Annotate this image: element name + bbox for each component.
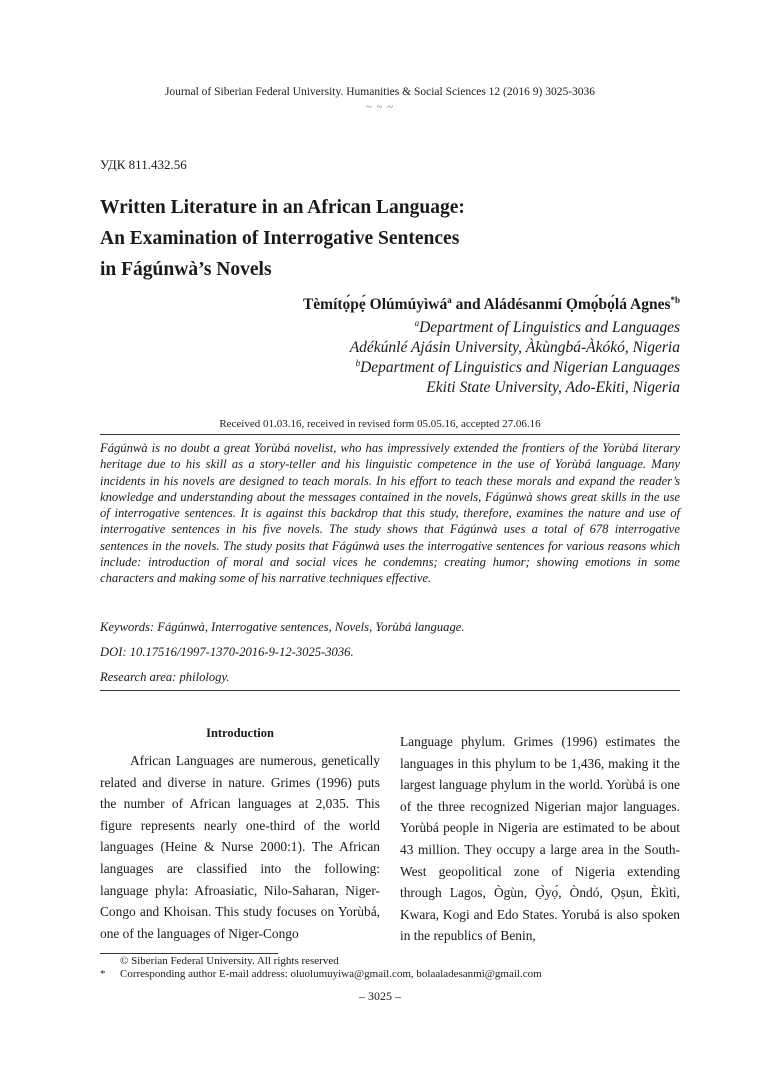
abstract-top-rule <box>100 434 680 435</box>
author-2-affil-mark: *b <box>670 295 680 305</box>
affiliation-b-mark: b <box>355 358 361 368</box>
author-1: Tèmítọ́pẹ́ Olúmúyìwá <box>302 296 448 313</box>
footnote-copyright <box>100 955 339 967</box>
footnote-corresponding <box>100 968 542 980</box>
affiliation-b-dept: Department of Linguistics and Nigerian Languages <box>360 359 680 376</box>
body-column-left: African Languages are numerous, genetically related and diverse in nature. Grimes (1996) puts the number of African languages at 2,035. This figure represents nearly one-third of the world languages (Heine & Nurse 2000:1). The African languages are classified into the following: language phyla: Afroasiatic, Nilo-Saharan, Niger-Congo and Khoisan. This study focuses on Yorùbá, one of the languages of Niger-Congo <box>100 753 380 941</box>
title-line-3: in Fágúnwà’s Novels <box>100 259 272 280</box>
research-area: Research area: philology. <box>100 670 230 684</box>
doi: DOI: 10.17516/1997-1370-2016-9-12-3025-3036. <box>100 645 354 659</box>
footnote-mark: * <box>100 968 106 980</box>
paper-title <box>100 192 660 285</box>
affiliation-a-line-2: Adékúnlé Ajásin University, Àkùngbá-Àkókó, Nigeria <box>349 339 680 356</box>
abstract-text: Fágúnwà is no doubt a great Yorùbá novelist, who has impressively extended the frontiers of the Yorùbá literary heritage due to his skill as a story-teller and his linguistic competence in the use of Yorùbá language. Many incidents in his novels are designed to teach morals. In his effort to teach these morals and expand the reader’s knowledge and understanding about the messages contained in the novels, Fágúnwà shows great skills in the use of interrogative sentences. It is against this backdrop that this study, therefore, examines the nature and use of interrogative sentences in his five novels. The study shows that Fágúnwà uses a total of 678 interrogative sentences in the novels. The study posits that Fágúnwà uses the interrogative sentences for various reasons which include: introduction of moral and social vices he condemns; creating humor; showing emotions in some characters and making some of his narrative techniques effective. <box>100 441 680 586</box>
received-dates: Received 01.03.16, received in revised form 05.05.16, accepted 27.06.16 <box>219 418 541 430</box>
keywords: Keywords: Fágúnwà, Interrogative sentences, Novels, Yorùbá language. <box>100 620 465 634</box>
udk-code: УДК 811.432.56 <box>100 157 187 172</box>
author-list <box>303 296 680 314</box>
title-line-1: Written Literature in an African Language: <box>100 197 465 218</box>
affiliation-a-line-1 <box>350 318 680 338</box>
author-1-affil-mark: a <box>447 295 452 305</box>
footnote-rule <box>100 953 278 954</box>
journal-header: Journal of Siberian Federal University. Humanities & Social Sciences 12 (2016 9) 3025-3036 <box>164 86 596 98</box>
page-number: – 3025 – <box>359 989 401 1003</box>
corresponding-author-email: Corresponding author E-mail address: oluolumuyiwa@gmail.com, bolaaladesanmi@gmail.com <box>120 968 542 980</box>
body-column-right: Language phylum. Grimes (1996) estimates the languages in this phylum to be 1,436, making it the largest language phylum in the world. Yorùbá is one of the three recognized Nigerian major languages. Yorùbá people in Nigeria are estimated to be about 43 million. They occupy a large area in the South-West geopolitical zone of Nigeria extending through Lagos, Ògùn, Ọ̀yọ́, Òndó, Ọṣun, Èkìtì, Kwara, Kogi and Edo States. Yorubá is also spoken in the republics of Benin, <box>400 734 680 944</box>
affiliation-b-line-1 <box>350 358 680 378</box>
affiliation-a-mark: a <box>414 318 420 328</box>
author-2: Aládésanmí Ọmọ́bọ́lá Agnes <box>483 296 671 313</box>
copyright-text: © Siberian Federal University. All rights reserved <box>120 955 339 967</box>
abstract-bottom-rule <box>100 690 680 691</box>
title-line-2: An Examination of Interrogative Sentences <box>100 228 460 249</box>
affiliation-a-dept: Department of Linguistics and Languages <box>419 319 680 336</box>
affiliations <box>350 318 680 398</box>
affiliation-b-line-2: Ekiti State University, Ado-Ekiti, Nigeria <box>426 379 680 396</box>
section-heading-introduction: Introduction <box>206 726 274 740</box>
author-conjunction: and <box>451 296 484 313</box>
header-ornament: ~ ~ ~ <box>365 101 395 113</box>
